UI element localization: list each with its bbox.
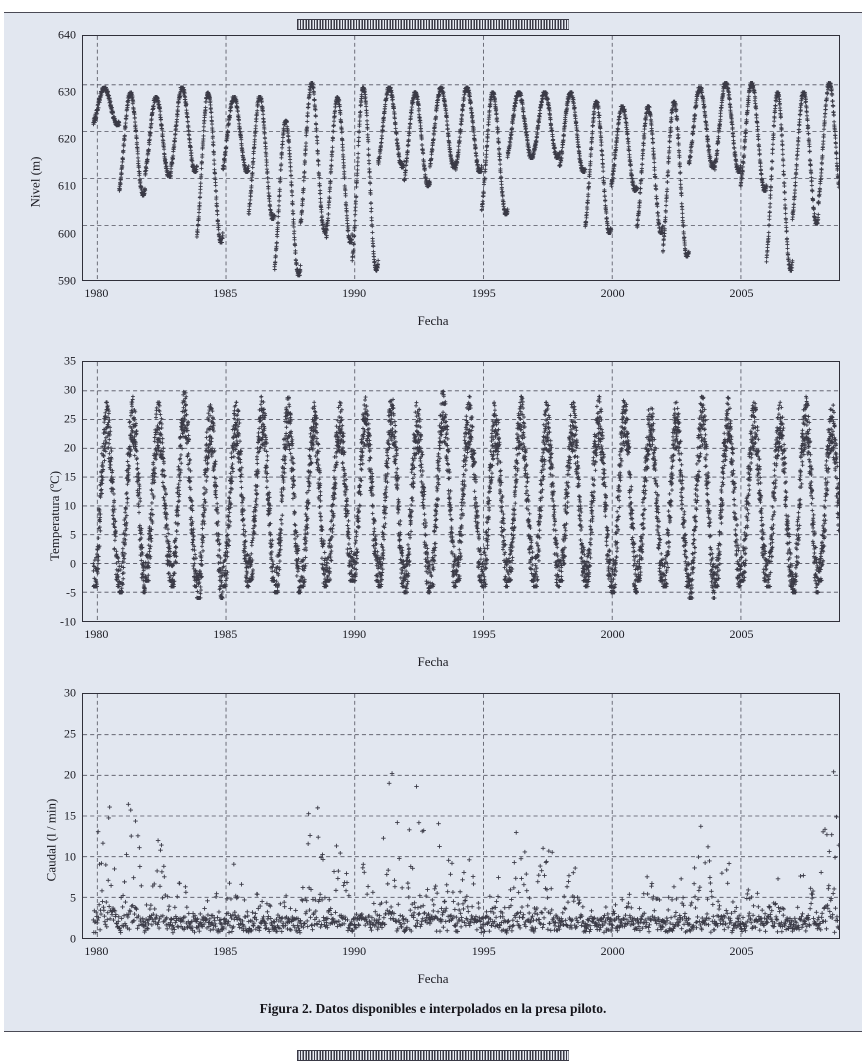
y-tick-caudal-2: 10 — [64, 849, 76, 864]
x-tick-nivel-4: 2000 — [600, 286, 625, 300]
y-tick-temp-6: 20 — [64, 440, 76, 455]
y-tick-caudal-4: 20 — [64, 767, 76, 782]
x-tick-nivel-1: 1985 — [213, 286, 238, 300]
figure-panel — [4, 12, 862, 1032]
x-tick-temp-0: 1980 — [84, 627, 109, 641]
x-tick-caudal-5: 2005 — [729, 944, 754, 958]
x-tick-temp-1: 1985 — [213, 627, 238, 641]
y-axis-label-temperatura: Temperatura (ºC) — [47, 470, 63, 561]
x-tick-temp-2: 1990 — [342, 627, 367, 641]
y-tick-caudal-1: 5 — [70, 890, 76, 905]
x-axis-label-nivel: Fecha — [417, 313, 449, 328]
x-tick-nivel-3: 1995 — [471, 286, 496, 300]
x-tick-caudal-1: 1985 — [213, 944, 238, 958]
y-tick-caudal-3: 15 — [64, 808, 76, 823]
x-tick-nivel-5: 2005 — [729, 286, 754, 300]
y-tick-caudal-5: 25 — [64, 726, 76, 741]
y-tick-nivel-4: 630 — [58, 84, 76, 99]
chart-nivel — [4, 27, 862, 337]
y-tick-nivel-1: 600 — [58, 226, 76, 241]
y-tick-caudal-6: 30 — [64, 685, 76, 700]
y-tick-nivel-0: 590 — [58, 273, 76, 288]
x-tick-caudal-4: 2000 — [600, 944, 625, 958]
y-tick-temp-2: 0 — [70, 556, 76, 571]
figure-caption: Figura 2. Datos disponibles e interpolados en la presa piloto. — [259, 1001, 607, 1016]
chart-temperatura — [4, 353, 862, 678]
x-tick-temp-4: 2000 — [600, 627, 625, 641]
scatter-svg-caudal — [83, 694, 839, 938]
y-tick-nivel-2: 610 — [58, 178, 76, 193]
plot-canvas-caudal — [82, 693, 840, 939]
y-tick-caudal-0: 0 — [70, 931, 76, 946]
y-tick-temp-0: -10 — [60, 614, 76, 629]
plot-area-caudal — [64, 685, 840, 958]
y-tick-temp-7: 25 — [64, 411, 76, 426]
x-tick-nivel-0: 1980 — [84, 286, 109, 300]
x-tick-caudal-2: 1990 — [342, 944, 367, 958]
x-tick-temp-5: 2005 — [729, 627, 754, 641]
y-tick-temp-5: 15 — [64, 469, 76, 484]
x-axis-label-caudal: Fecha — [417, 971, 449, 986]
plot-area-nivel — [58, 27, 840, 300]
x-tick-caudal-0: 1980 — [84, 944, 109, 958]
scatter-svg-nivel — [83, 36, 839, 280]
x-tick-nivel-2: 1990 — [342, 286, 367, 300]
scatter-svg-temperatura — [83, 362, 839, 621]
x-tick-temp-3: 1995 — [471, 627, 496, 641]
y-tick-temp-9: 35 — [64, 353, 76, 368]
y-tick-temp-1: -5 — [66, 585, 76, 600]
y-axis-label-caudal: Caudal (l / min) — [43, 798, 59, 882]
y-tick-temp-4: 10 — [64, 498, 76, 513]
y-tick-temp-3: 5 — [70, 527, 76, 542]
x-axis-label-temperatura: Fecha — [417, 654, 449, 669]
y-axis-label-nivel: Nivel (m) — [27, 156, 43, 208]
y-tick-temp-8: 30 — [64, 382, 76, 397]
y-tick-nivel-3: 620 — [58, 131, 76, 146]
plot-canvas-nivel — [82, 35, 840, 281]
y-tick-nivel-5: 640 — [58, 27, 76, 42]
chart-caudal — [4, 685, 862, 995]
plot-canvas-temperatura — [82, 361, 840, 622]
plot-area-temperatura — [60, 353, 840, 641]
x-tick-caudal-3: 1995 — [471, 944, 496, 958]
